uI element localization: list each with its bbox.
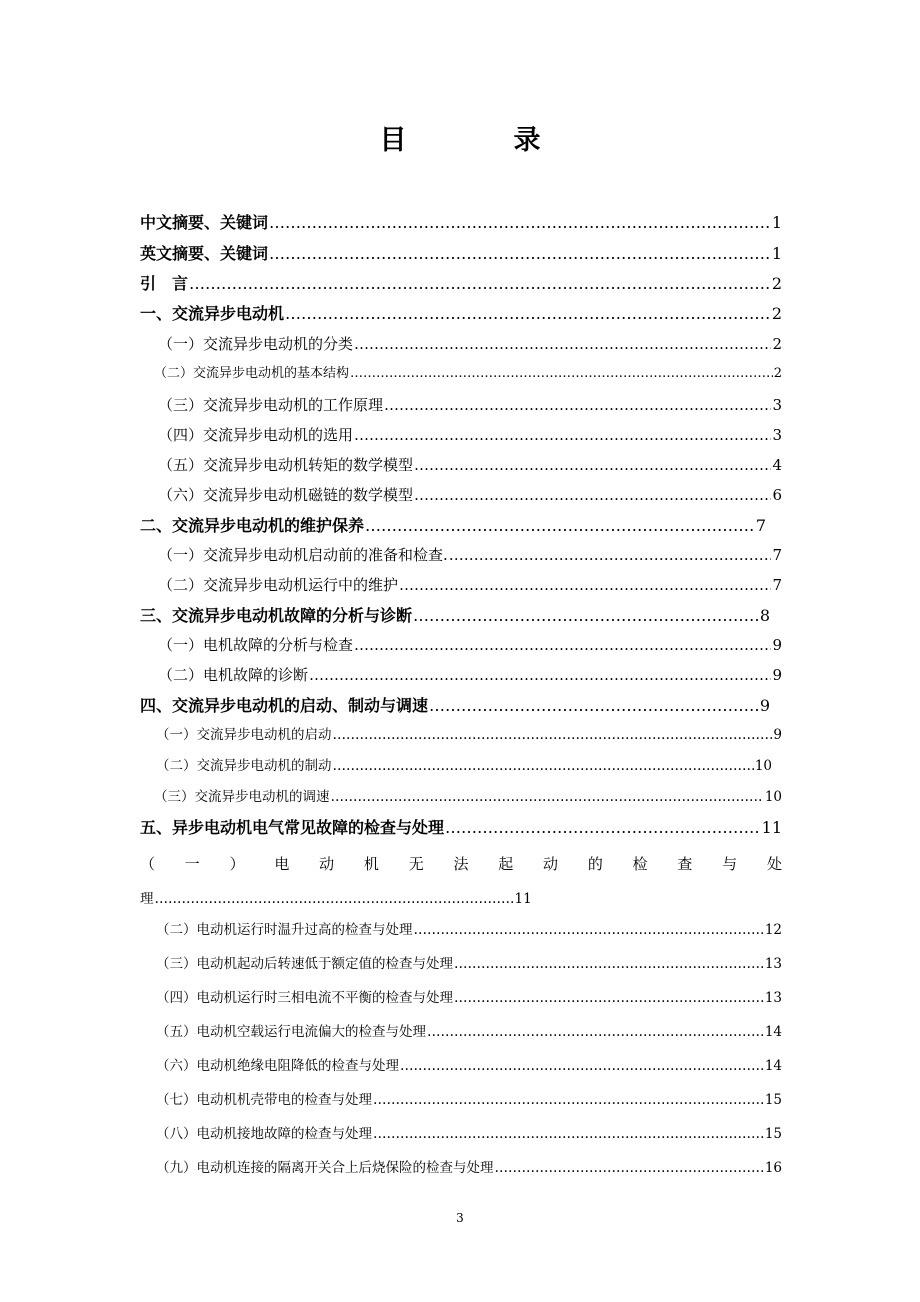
toc-entry[interactable] bbox=[140, 516, 766, 535]
toc-entry[interactable] bbox=[140, 426, 782, 444]
toc-entry-label: （二）交流异步电动机的基本结构 bbox=[154, 366, 350, 381]
toc-leader-dots bbox=[449, 546, 772, 564]
toc-entry-page: 3 bbox=[772, 426, 782, 444]
toc-entry-page: 2 bbox=[771, 274, 782, 293]
toc-entry-wrapped-line1[interactable] bbox=[140, 853, 782, 874]
toc-char: 机 bbox=[363, 855, 379, 873]
toc-entry[interactable] bbox=[140, 666, 782, 684]
toc-leader-dots bbox=[354, 426, 771, 444]
toc-entry[interactable] bbox=[140, 335, 782, 353]
toc-entry-label: 四、交流异步电动机的启动、制动与调速 bbox=[140, 696, 429, 715]
toc-leader-dots bbox=[269, 244, 771, 263]
toc-leader-dots bbox=[427, 1024, 764, 1040]
toc-entry-page: 7 bbox=[772, 576, 782, 594]
toc-entry-label: （一）电机故障的分析与检查 bbox=[158, 636, 354, 654]
toc-char: 动 bbox=[543, 855, 559, 873]
toc-leader-dots bbox=[373, 1126, 764, 1142]
toc-entry[interactable] bbox=[140, 244, 782, 263]
toc-entry-page: 7 bbox=[755, 516, 766, 535]
toc-entry-label: （六）交流异步电动机磁链的数学模型 bbox=[158, 486, 414, 504]
toc-entry[interactable] bbox=[140, 956, 782, 972]
toc-leader-dots bbox=[354, 335, 771, 353]
toc-leader-dots bbox=[331, 789, 764, 805]
toc-entry[interactable] bbox=[140, 727, 782, 743]
toc-entry-label: 一、交流异步电动机 bbox=[140, 304, 285, 323]
toc-entry-page: 13 bbox=[764, 956, 782, 972]
toc-entry-label: （二）电动机运行时温升过高的检查与处理 bbox=[156, 922, 413, 938]
toc-entry[interactable] bbox=[140, 546, 782, 564]
toc-entry[interactable] bbox=[140, 696, 770, 715]
toc-entry-label: （三）交流异步电动机的调速 bbox=[154, 789, 330, 805]
toc-entry-page: 12 bbox=[764, 922, 782, 938]
toc-entry-page: 2 bbox=[771, 304, 782, 323]
toc-entry[interactable] bbox=[140, 758, 772, 774]
toc-leader-dots bbox=[495, 1160, 764, 1176]
toc-entry-page: 3 bbox=[772, 396, 782, 414]
toc-leader-dots bbox=[285, 304, 771, 323]
toc-char: 法 bbox=[453, 855, 469, 873]
toc-char: 与 bbox=[722, 855, 738, 873]
toc-entry-page: 1 bbox=[771, 213, 782, 232]
toc-entry-label: （二）电机故障的诊断 bbox=[158, 666, 309, 684]
toc-entry-label: （一）交流异步电动机启动前的准备和检查. bbox=[158, 546, 448, 564]
toc-entry-page: 11 bbox=[761, 818, 782, 837]
toc-entry[interactable] bbox=[140, 396, 782, 414]
toc-entry[interactable] bbox=[140, 456, 782, 474]
toc-entry-label: （一）交流异步电动机的启动 bbox=[156, 727, 332, 743]
toc-entry-wrapped-line2[interactable] bbox=[140, 887, 782, 907]
toc-entry-label: （二）交流异步电动机运行中的维护 bbox=[158, 576, 399, 594]
toc-entry[interactable] bbox=[140, 1024, 782, 1040]
toc-entry-page: 13 bbox=[764, 990, 782, 1006]
toc-leader-dots bbox=[269, 213, 771, 232]
toc-entry-page: 4 bbox=[772, 456, 782, 474]
toc-entry-page: 15 bbox=[764, 1092, 782, 1108]
toc-entry-page: 2 bbox=[772, 335, 782, 353]
toc-entry-label: （四）电动机运行时三相电流不平衡的检查与处理 bbox=[156, 990, 453, 1006]
toc-entry-label: （六）电动机绝缘电阻降低的检查与处理 bbox=[156, 1058, 399, 1074]
toc-entry-page: 15 bbox=[764, 1126, 782, 1142]
toc-entry-page: 16 bbox=[764, 1160, 782, 1176]
toc-entry[interactable] bbox=[140, 606, 770, 625]
toc-entry-page: 8 bbox=[759, 606, 770, 625]
toc-leader-dots bbox=[155, 891, 515, 907]
toc-char: 处 bbox=[766, 855, 782, 873]
toc-entry-label: 五、异步电动机电气常见故障的检查与处理 bbox=[140, 818, 445, 837]
toc-char: 电 bbox=[274, 855, 290, 873]
toc-entry[interactable] bbox=[140, 636, 782, 654]
toc-entry[interactable] bbox=[140, 1092, 782, 1108]
toc-entry-label: （五）电动机空载运行电流偏大的检查与处理 bbox=[156, 1024, 426, 1040]
page-title: 目 录 bbox=[379, 125, 581, 156]
toc-leader-dots bbox=[333, 758, 754, 774]
toc-leader-dots bbox=[429, 696, 759, 715]
toc-char: 一 bbox=[184, 855, 200, 873]
toc-char: 无 bbox=[408, 855, 424, 873]
toc-leader-dots bbox=[454, 990, 764, 1006]
toc-leader-dots bbox=[399, 576, 771, 594]
toc-leader-dots bbox=[414, 486, 771, 504]
toc-entry[interactable] bbox=[140, 789, 782, 805]
toc-entry-page: 14 bbox=[764, 1024, 782, 1040]
toc-leader-dots bbox=[373, 1092, 764, 1108]
toc-entry-label: （三）电动机起动后转速低于额定值的检查与处理 bbox=[156, 956, 453, 972]
toc-entry-page: 14 bbox=[764, 1058, 782, 1074]
toc-leader-dots bbox=[454, 956, 764, 972]
toc-entry-page: 6 bbox=[772, 486, 782, 504]
toc-leader-dots bbox=[354, 636, 771, 654]
toc-entry-page: 11 bbox=[514, 891, 532, 907]
toc-entry-label: （五）交流异步电动机转矩的数学模型 bbox=[158, 456, 414, 474]
toc-entry[interactable] bbox=[140, 304, 782, 323]
toc-entry[interactable] bbox=[140, 990, 782, 1006]
toc-entry[interactable] bbox=[140, 366, 782, 382]
toc-leader-dots bbox=[413, 606, 759, 625]
toc-char: 起 bbox=[498, 855, 514, 873]
toc-entry-page: 10 bbox=[754, 758, 772, 774]
toc-entry-label: （四）交流异步电动机的选用 bbox=[158, 426, 354, 444]
toc-entry-label: （二）交流异步电动机的制动 bbox=[156, 758, 332, 774]
toc-entry-label: 理 bbox=[140, 891, 154, 907]
toc-entry[interactable] bbox=[140, 486, 782, 504]
toc-entry[interactable] bbox=[140, 818, 782, 837]
toc-leader-dots bbox=[309, 666, 771, 684]
toc-entry-label: （九）电动机连接的隔离开关合上后烧保险的检查与处理 bbox=[156, 1160, 494, 1176]
toc-entry-page: 2 bbox=[773, 366, 782, 381]
toc-entry-page: 9 bbox=[772, 636, 782, 654]
toc-entry-page: 9 bbox=[759, 696, 770, 715]
toc-leader-dots bbox=[384, 396, 771, 414]
toc-entry-page: 9 bbox=[773, 727, 782, 743]
toc-char: 查 bbox=[677, 855, 693, 873]
toc-leader-dots bbox=[445, 818, 761, 837]
toc-entry-page: 7 bbox=[772, 546, 782, 564]
toc-entry[interactable] bbox=[140, 1126, 782, 1142]
toc-leader-dots bbox=[333, 727, 773, 743]
toc-leader-dots bbox=[414, 456, 771, 474]
toc-entry-label: （七）电动机机壳带电的检查与处理 bbox=[156, 1092, 372, 1108]
toc-entry-label: 引 言 bbox=[140, 274, 189, 293]
toc-leader-dots bbox=[350, 366, 773, 382]
toc-entry-label: 三、交流异步电动机故障的分析与诊断 bbox=[140, 606, 413, 625]
toc-entry-page: 9 bbox=[772, 666, 782, 684]
toc-char: ） bbox=[229, 855, 245, 873]
toc-char: 动 bbox=[319, 855, 335, 873]
toc-entry[interactable] bbox=[140, 1058, 782, 1074]
toc-entry[interactable] bbox=[140, 213, 782, 232]
toc-entry[interactable] bbox=[140, 274, 782, 293]
toc-char: 的 bbox=[587, 855, 603, 873]
toc-entry[interactable] bbox=[140, 922, 782, 938]
toc-char: （ bbox=[140, 855, 156, 873]
toc-entry-label: 中文摘要、关键词 bbox=[140, 213, 269, 232]
toc-leader-dots bbox=[414, 922, 764, 938]
page-number: 3 bbox=[456, 1211, 464, 1225]
toc-entry-label: （一）交流异步电动机的分类 bbox=[158, 335, 354, 353]
toc-entry-label: 英文摘要、关键词 bbox=[140, 244, 269, 263]
toc-entry-label: （八）电动机接地故障的检查与处理 bbox=[156, 1126, 372, 1142]
toc-leader-dots bbox=[189, 274, 771, 293]
toc-char: 检 bbox=[632, 855, 648, 873]
toc-entry-label: （三）交流异步电动机的工作原理 bbox=[158, 396, 384, 414]
toc-entry-page: 1 bbox=[771, 244, 782, 263]
toc-entry-label: 二、交流异步电动机的维护保养 bbox=[140, 516, 365, 535]
toc-leader-dots bbox=[400, 1058, 764, 1074]
table-of-contents bbox=[140, 0, 782, 1200]
toc-leader-dots bbox=[365, 516, 755, 535]
toc-entry-page: 10 bbox=[764, 789, 782, 805]
toc-entry[interactable] bbox=[140, 1160, 782, 1176]
toc-entry[interactable] bbox=[140, 576, 782, 594]
